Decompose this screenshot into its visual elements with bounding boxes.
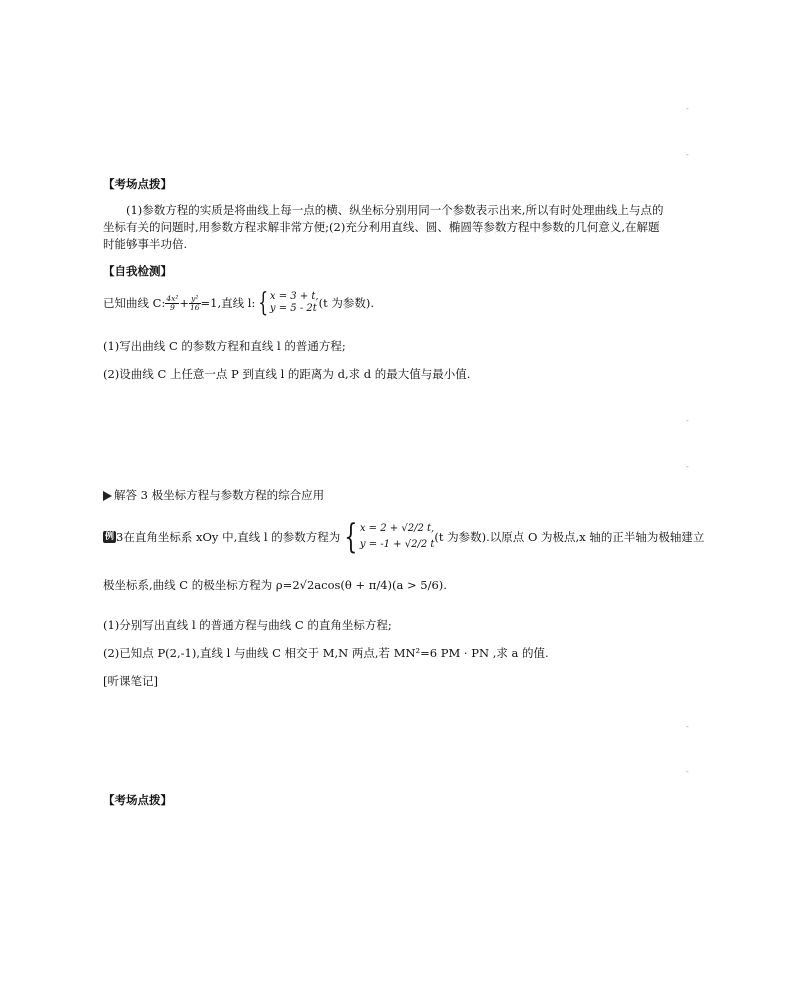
tips-paragraph-line-2: 坐标有关的问题时,用参数方程求解非常方便;(2)充分利用直线、圆、椭圆等参数方程中参数的几何意义,在解题 <box>103 220 660 234</box>
stem-suffix: (t 为参数). <box>318 295 374 310</box>
margin-mark: - <box>686 416 689 425</box>
example-3-question-1: (1)分别写出直线 l 的普通方程与曲线 C 的直角坐标方程; <box>103 618 392 632</box>
tips-paragraph-line-1: (1)参数方程的实质是将曲线上每一点的横、纵坐标分别用同一个参数表示出来,所以有时处理曲线上与点的 <box>126 203 664 217</box>
self-test-question-1: (1)写出曲线 C 的参数方程和直线 l 的普通方程; <box>103 339 346 353</box>
triangle-marker-icon <box>103 491 112 501</box>
tips-paragraph-line-3: 时能够事半功倍. <box>103 237 188 251</box>
section-heading-self-test: 【自我检测】 <box>103 264 172 278</box>
stem-prefix: 已知曲线 C: <box>103 295 166 310</box>
fraction: $\frac{\text{4x²}}{9}$ <box>166 293 179 312</box>
example-3-question-2: (2)已知点 P(2,-1),直线 l 与曲线 C 相交于 M,N 两点,若 MN²=6 PM · PN ,求 a 的值. <box>103 646 549 660</box>
equation-text: =1,直线 l: <box>200 295 256 310</box>
margin-mark: - <box>686 150 689 159</box>
stem-part-b: (t 为参数).以原点 O 为极点,x 轴的正半轴为极轴建立 <box>434 529 705 544</box>
equation-system: { x = 2 + √2/2 t, y = -1 + √2/2 t <box>344 517 435 557</box>
margin-mark: - <box>686 104 689 113</box>
example-3-stem <box>103 517 705 557</box>
section-heading-tips-2: 【考场点拨】 <box>103 793 172 807</box>
example-number: 3 <box>116 529 124 544</box>
example-badge: 例 <box>105 532 115 542</box>
margin-mark: - <box>686 462 689 471</box>
self-test-question-2: (2)设曲线 C 上任意一点 P 到直线 l 的距离为 d,求 d 的最大值与最小值. <box>103 367 471 381</box>
section-heading-answer-3: 解答 3 极坐标方程与参数方程的综合应用 <box>103 487 324 504</box>
stem-part-a: 在直角坐标系 xOy 中,直线 l 的参数方程为 <box>123 529 341 544</box>
brace-icon: { <box>258 288 269 318</box>
plus-sign: + <box>179 295 189 310</box>
section-heading-tips: 【考场点拨】 <box>103 177 172 191</box>
lecture-notes-label: [听课笔记] <box>103 674 158 688</box>
margin-mark: - <box>686 722 689 731</box>
fraction: $\frac{\text{y²}}{16}$ <box>190 293 200 312</box>
example-3-stem-continued: 极坐标系,曲线 C 的极坐标方程为 ρ=2√2acos(θ + π/4)(a > 5/6). <box>103 578 447 592</box>
self-test-stem <box>103 290 374 316</box>
brace-icon: { <box>344 517 358 557</box>
margin-mark: - <box>686 767 689 776</box>
equation-system: { x = 3 + t, y = 5 - 2t <box>258 288 319 318</box>
